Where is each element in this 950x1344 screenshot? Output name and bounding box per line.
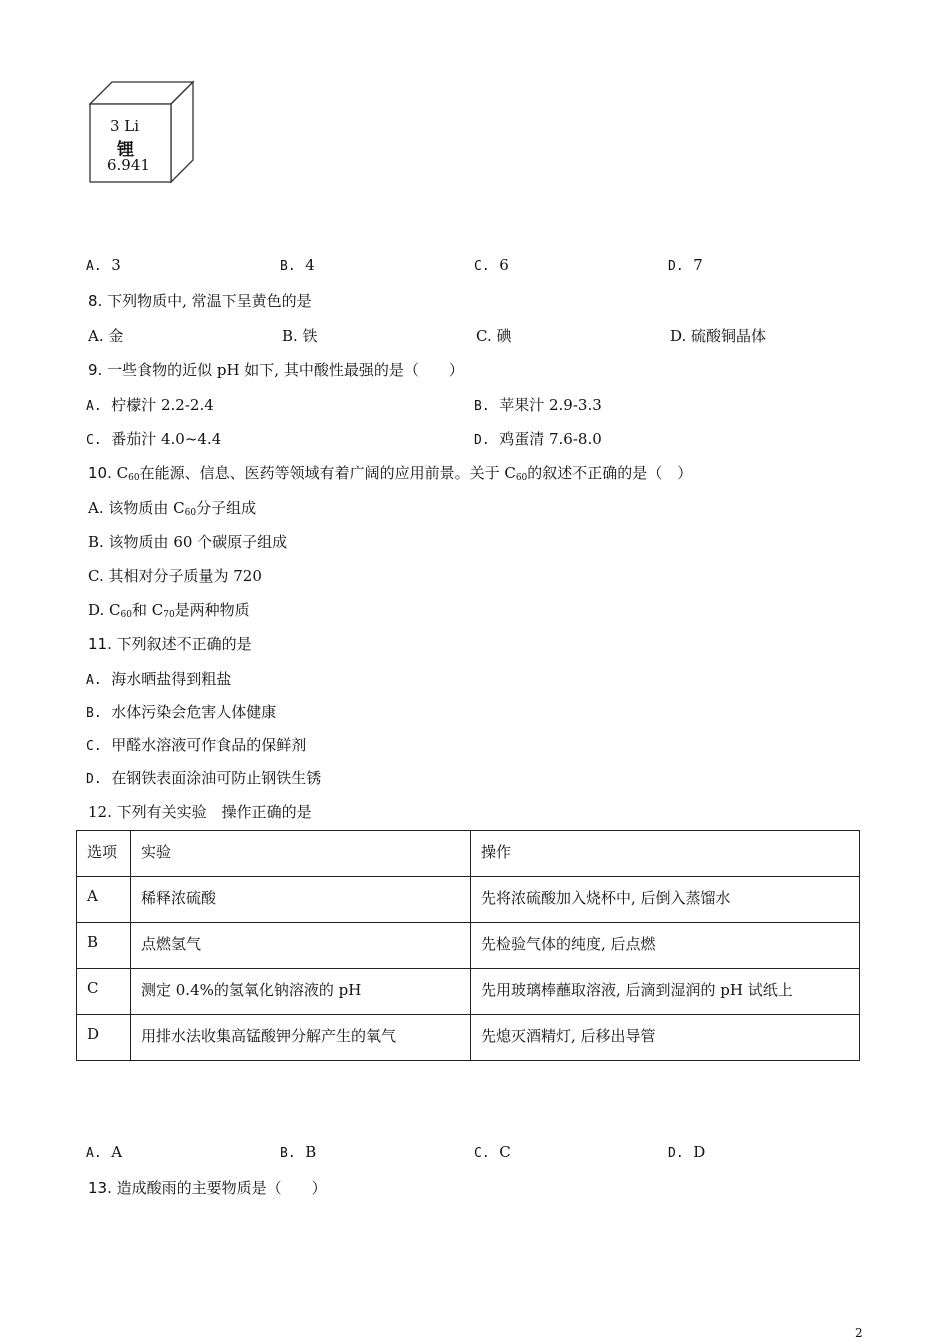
q11-option-a[interactable]: A. 海水晒盐得到粗盐 bbox=[86, 670, 232, 688]
q10-option-b[interactable]: B. 该物质由 60 个碳原子组成 bbox=[88, 533, 288, 551]
q11-option-c[interactable]: C. 甲醛水溶液可作食品的保鲜剂 bbox=[86, 736, 307, 754]
q8-stem: 8. 下列物质中, 常温下呈黄色的是 bbox=[88, 292, 312, 310]
q12-stem: 12. 下列有关实验 操作正确的是 bbox=[88, 803, 312, 821]
table-row bbox=[77, 877, 860, 923]
table-cell: C bbox=[77, 969, 131, 1015]
element-number-symbol: 3 Li bbox=[110, 117, 140, 135]
table-cell: 先用玻璃棒蘸取溶液, 后滴到湿润的 pH 试纸上 bbox=[471, 969, 860, 1015]
q10-stem: 10. $C_{60}$在能源、信息、医药等领域有着广阔的应用前景。关于 $C_{60}$的叙述不正确的是（ ） bbox=[88, 464, 693, 483]
table-cell: D bbox=[77, 1015, 131, 1061]
q9-option-d[interactable]: D. 鸡蛋清 7.6-8.0 bbox=[474, 430, 602, 448]
q8-option-b[interactable]: B. 铁 bbox=[282, 327, 318, 345]
table-header-cell: 操作 bbox=[471, 831, 860, 877]
q9-stem: 9. 一些食物的近似 pH 如下, 其中酸性最强的是（ ） bbox=[88, 361, 464, 379]
table-row bbox=[77, 969, 860, 1015]
table-cell: B bbox=[77, 923, 131, 969]
table-header-cell: 选项 bbox=[77, 831, 131, 877]
q11-stem: 11. 下列叙述不正确的是 bbox=[88, 635, 252, 653]
element-mass: 6.941 bbox=[107, 156, 150, 174]
table-cell: A bbox=[77, 877, 131, 923]
table-cell: 先熄灭酒精灯, 后移出导管 bbox=[471, 1015, 860, 1061]
table-header-cell: 实验 bbox=[131, 831, 471, 877]
q7-option-c[interactable]: C. 6 bbox=[474, 256, 509, 274]
q10-option-d[interactable]: D. $C_{60}$和 $C_{70}$是两种物质 bbox=[88, 601, 250, 620]
experiment-table bbox=[76, 830, 860, 1061]
q12-option-b[interactable]: B. B bbox=[280, 1143, 317, 1161]
q7-option-d[interactable]: D. 7 bbox=[668, 256, 703, 274]
table-cell: 先检验气体的纯度, 后点燃 bbox=[471, 923, 860, 969]
q12-option-c[interactable]: C. C bbox=[474, 1143, 511, 1161]
q11-option-b[interactable]: B. 水体污染会危害人体健康 bbox=[86, 703, 277, 721]
table-cell: 稀释浓硫酸 bbox=[131, 877, 471, 923]
q10-option-c[interactable]: C. 其相对分子质量为 720 bbox=[88, 567, 262, 585]
q8-option-c[interactable]: C. 碘 bbox=[476, 327, 512, 345]
q8-option-a[interactable]: A. 金 bbox=[88, 327, 124, 345]
q12-option-d[interactable]: D. D bbox=[668, 1143, 706, 1161]
element-name: 锂 bbox=[117, 140, 134, 160]
table-cell: 先将浓硫酸加入烧杯中, 后倒入蒸馏水 bbox=[471, 877, 860, 923]
table-cell: 用排水法收集高锰酸钾分解产生的氧气 bbox=[131, 1015, 471, 1061]
q11-option-d[interactable]: D. 在钢铁表面涂油可防止钢铁生锈 bbox=[86, 769, 322, 787]
table-row bbox=[77, 1015, 860, 1061]
q9-option-b[interactable]: B. 苹果汁 2.9-3.3 bbox=[474, 396, 602, 414]
table-row bbox=[77, 923, 860, 969]
q9-option-a[interactable]: A. 柠檬汁 2.2-2.4 bbox=[86, 396, 214, 414]
page-number: 2 bbox=[855, 1326, 863, 1340]
q7-option-a[interactable]: A. 3 bbox=[86, 256, 121, 274]
q13-stem: 13. 造成酸雨的主要物质是（ ） bbox=[88, 1179, 327, 1197]
table-cell: 点燃氢气 bbox=[131, 923, 471, 969]
table-cell: 测定 0.4%的氢氧化钠溶液的 pH bbox=[131, 969, 471, 1015]
q9-option-c[interactable]: C. 番茄汁 4.0~4.4 bbox=[86, 430, 222, 448]
q8-option-d[interactable]: D. 硫酸铜晶体 bbox=[670, 327, 767, 345]
q10-option-a[interactable]: A. 该物质由 $C_{60}$分子组成 bbox=[88, 499, 257, 518]
q7-option-b[interactable]: B. 4 bbox=[280, 256, 315, 274]
table-header-row bbox=[77, 831, 860, 877]
q12-option-a[interactable]: A. A bbox=[86, 1143, 123, 1161]
